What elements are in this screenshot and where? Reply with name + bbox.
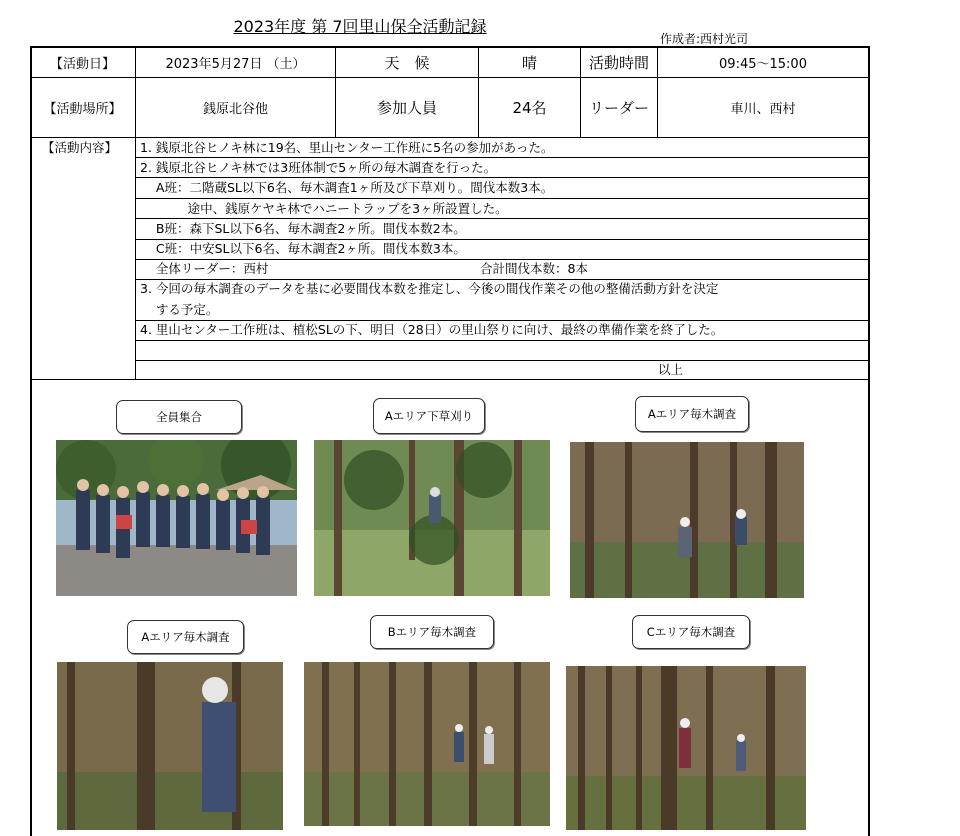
content-line: B班：森下SL以下6名、毎木調査2ヶ所。間伐本数2本。: [140, 220, 466, 236]
content-line: [140, 340, 723, 360]
caption-a-mowing: Aエリア下草刈り: [373, 398, 485, 434]
caption-a-survey-2: Aエリア毎木調査: [127, 620, 244, 654]
place-value: 銭原北谷他: [202, 102, 268, 117]
forest-photo-c-survey: [566, 666, 806, 830]
content-label: 【活動内容】: [42, 140, 118, 155]
content-lines: [140, 138, 723, 360]
weather-value: 晴: [521, 54, 537, 72]
group-photo: [56, 440, 297, 596]
date-label: 【活動日】: [49, 57, 115, 72]
time-label: 活動時間: [588, 54, 649, 72]
content-line: 3. 今回の毎木調査のデータを基に必要間伐本数を推定し、今後の間伐作業その他の整備活動方針を決定: [140, 281, 719, 297]
end-mark: 以上: [658, 362, 684, 377]
caption-c-survey: Cエリア毎木調査: [632, 615, 750, 649]
content-line: 途中、銭原ケヤキ林でハニートラップを3ヶ所設置した。: [140, 200, 508, 216]
forest-photo-b-survey: [304, 662, 550, 826]
content-line: する予定。: [140, 301, 219, 317]
forest-photo-mowing: [314, 440, 550, 596]
caption-all-members: 全員集合: [116, 400, 242, 434]
people-value: 24名: [512, 99, 547, 117]
content-line: A班：二階蔵SL以下6名、毎木調査1ヶ所及び下草刈り。間伐本数3本。: [140, 180, 554, 196]
content-line: 2. 銭原北谷ヒノキ林では3班体制で5ヶ所の毎木調査を行った。: [140, 160, 497, 176]
leader-value: 車川、西村: [730, 102, 796, 117]
weather-label: 天 候: [384, 54, 430, 72]
date-value: 2023年5月27日 （土）: [165, 57, 306, 72]
content-line: C班：中安SL以下6名、毎木調査2ヶ所。間伐本数3本。: [140, 240, 466, 256]
author: 作成者:西村光司: [660, 32, 749, 46]
caption-b-survey: Bエリア毎木調査: [370, 615, 494, 649]
caption-a-survey: Aエリア毎木調査: [635, 396, 749, 432]
document-title: 2023年度 第 7回里山保全活動記録: [233, 17, 487, 36]
forest-photo-a-survey: [570, 442, 804, 598]
content-line: 全体リーダー：西村: [140, 261, 269, 277]
time-value: 09:45～15:00: [719, 57, 807, 72]
total-thinning: 合計間伐本数：8本: [480, 261, 588, 276]
content-line: 1. 銭原北谷ヒノキ林に19名、里山センター工作班に5名の参加があった。: [140, 140, 554, 155]
forest-photo-a-survey-2: [57, 662, 283, 830]
people-label: 参加人員: [376, 99, 437, 117]
place-label: 【活動場所】: [43, 102, 122, 117]
content-line: 4. 里山センター工作班は、植松SLの下、明日（28日）の里山祭りに向け、最終の準備作業を終了した。: [140, 321, 724, 337]
leader-label: リーダー: [588, 99, 649, 117]
